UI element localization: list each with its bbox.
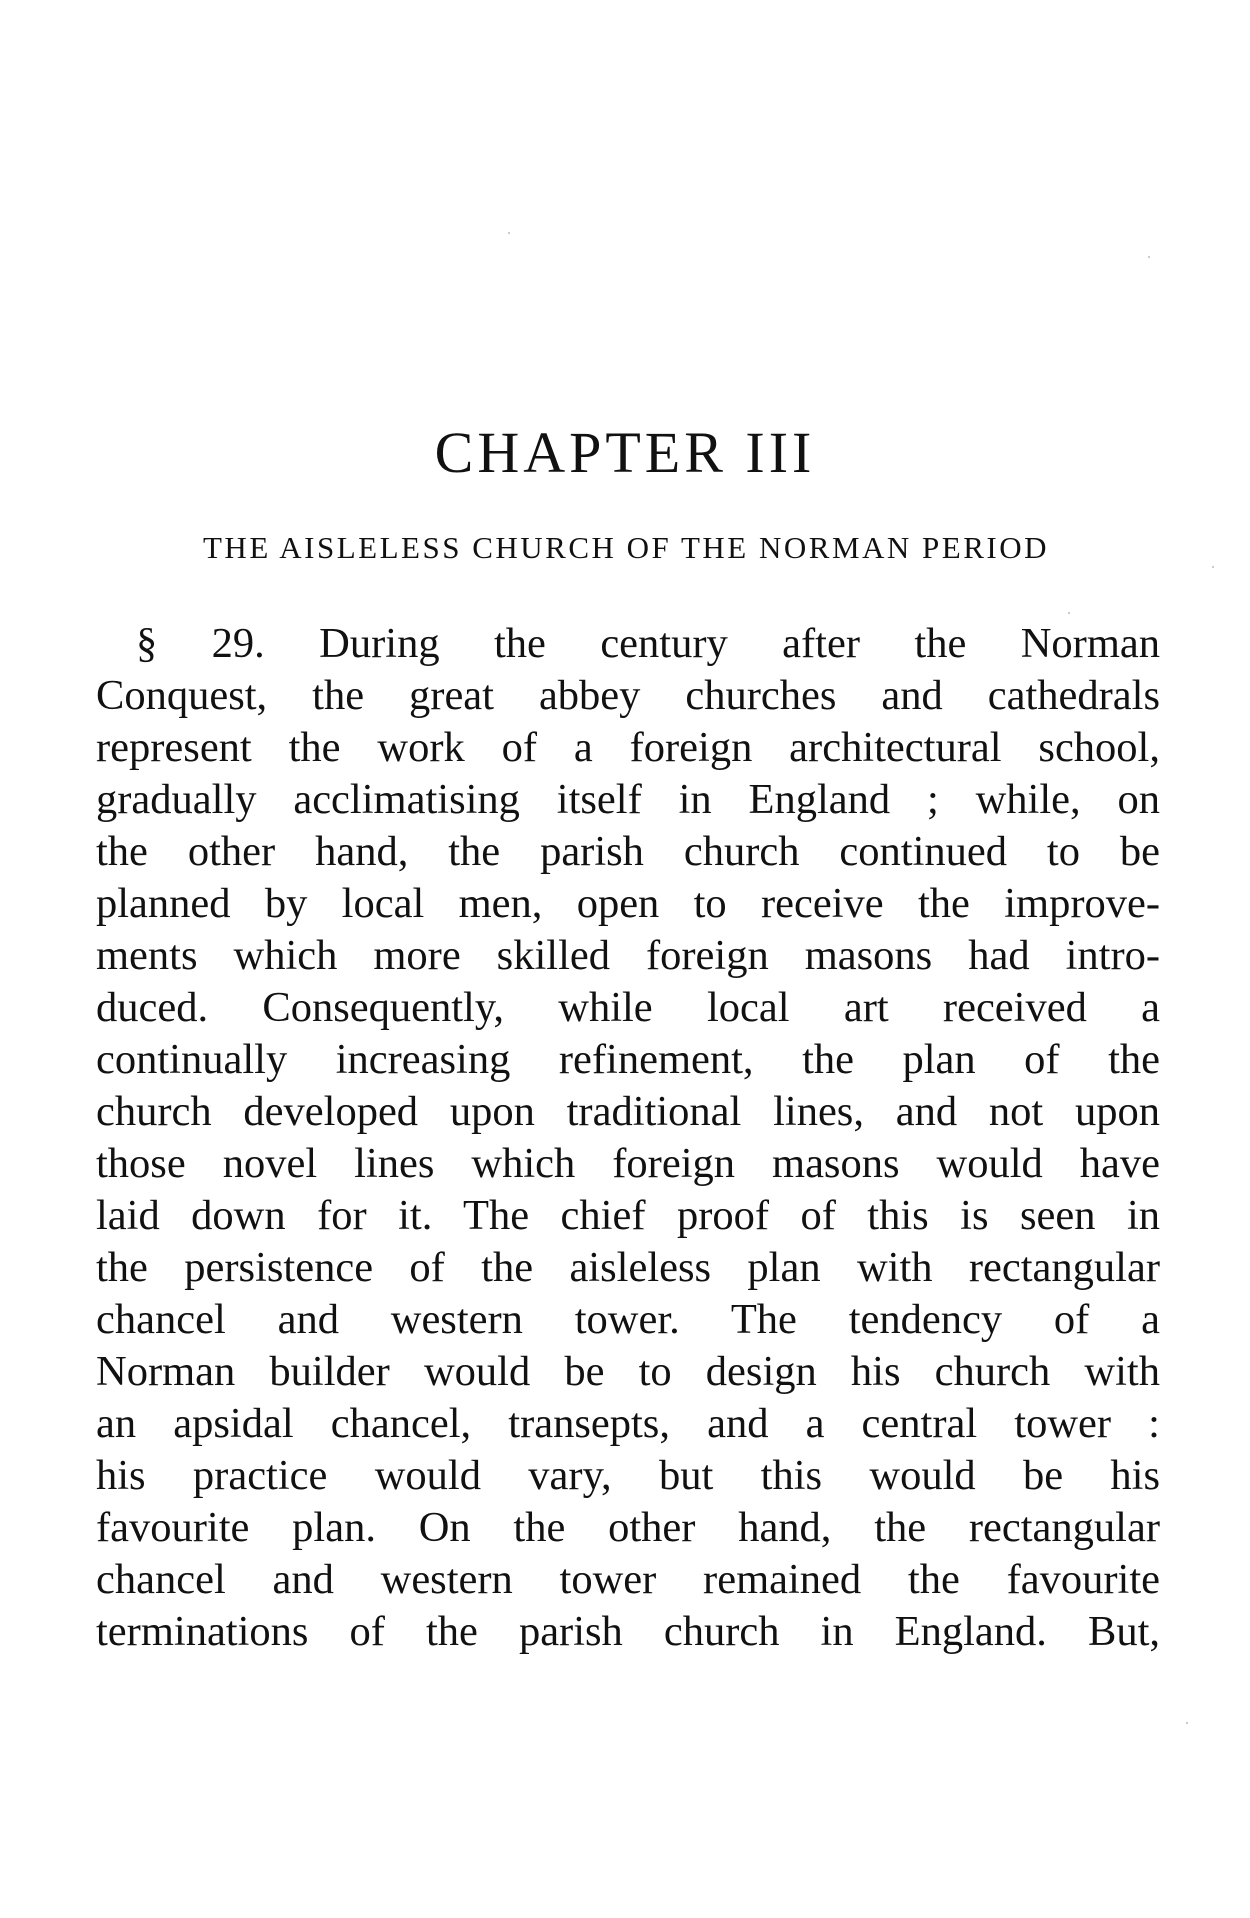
text-line: church developed upon traditional lines, and not upon (96, 1088, 1160, 1135)
text-line: duced. Consequently, while local art received a (96, 984, 1160, 1031)
text-line: chancel and western tower remained the favourite (96, 1556, 1160, 1603)
text-line: § 29. During the century after the Norman (136, 620, 1160, 667)
paper-speck (1186, 1722, 1188, 1724)
body-paragraph (96, 618, 1160, 1658)
text-line: chancel and western tower. The tendency of a (96, 1296, 1160, 1343)
text-line: planned by local men, open to receive the improve- (96, 880, 1160, 927)
text-line: favourite plan. On the other hand, the rectangular (96, 1504, 1160, 1551)
chapter-heading: CHAPTER III (434, 420, 816, 485)
text-line: Norman builder would be to design his church with (96, 1348, 1160, 1395)
text-line: represent the work of a foreign architectural school, (96, 724, 1160, 771)
text-line: an apsidal chancel, transepts, and a central tower : (96, 1400, 1160, 1447)
text-line: those novel lines which foreign masons would have (96, 1140, 1160, 1187)
text-line: the other hand, the parish church continued to be (96, 828, 1160, 875)
text-line: terminations of the parish church in England. But, (96, 1608, 1160, 1655)
paper-speck (508, 232, 510, 234)
text-line: laid down for it. The chief proof of this is seen in (96, 1192, 1160, 1239)
text-line: gradually acclimatising itself in England ; while, on (96, 776, 1160, 823)
paper-speck (1212, 566, 1214, 568)
paper-speck (1068, 612, 1070, 614)
chapter-subtitle: THE AISLELESS CHURCH OF THE NORMAN PERIOD (203, 530, 1049, 565)
paper-speck (1148, 256, 1150, 258)
text-line: the persistence of the aisleless plan with rectangular (96, 1244, 1160, 1291)
text-line: Conquest, the great abbey churches and cathedrals (96, 672, 1160, 719)
text-line: his practice would vary, but this would be his (96, 1452, 1160, 1499)
text-line: ments which more skilled foreign masons had intro- (96, 932, 1160, 979)
text-line: continually increasing refinement, the plan of the (96, 1036, 1160, 1083)
